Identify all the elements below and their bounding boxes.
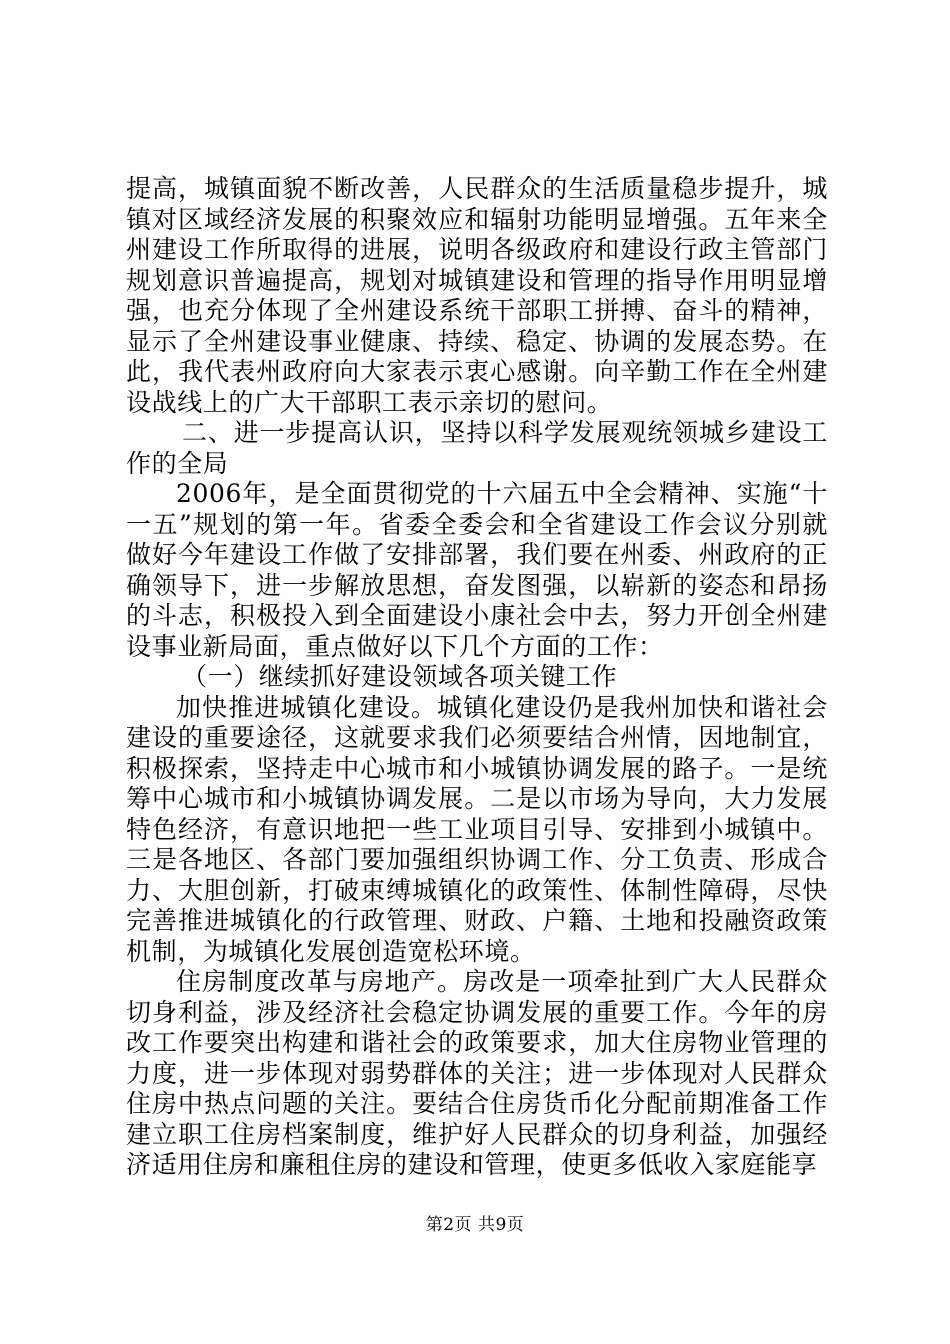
subsection-heading-1: （一）继续抓好建设领域各项关键工作 bbox=[182, 662, 618, 691]
section-heading-2: 二、进一步提高认识，坚持以科学发展观统领城乡建设工作的全局 bbox=[126, 418, 828, 478]
paragraph-urbanization: 加快推进城镇化建设。城镇化建设仍是我州加快和谐社会建设的重要途径，这就要求我们必须要结合州情，因地制宜，积极探索，坚持走中心城市和小城镇协调发展的路子。一是统筹中心城市和小城镇协调发展。二是以市场为导向，大力发展特色经济，有意识地把一些工业项目引导、安排到小城镇中。三是各地区、各部门要加强组织协调工作、分工负责、形成合力、大胆创新，打破束缚城镇化的政策性、体制性障碍，尽快完善推进城镇化的行政管理、财政、户籍、土地和投融资政策机制，为城镇化发展创造宽松环境。 bbox=[126, 692, 828, 966]
paragraph-housing-reform: 住房制度改革与房地产。房改是一项牵扯到广大人民群众切身利益，涉及经济社会稳定协调发展的重要工作。今年的房改工作要突出构建和谐社会的政策要求，加大住房物业管理的力度，进一步体现对弱势群体的关注；进一步体现对人民群众住房中热点问题的关注。要结合住房货币化分配前期准备工作建立职工住房档案制度，维护好人民群众的切身利益，加强经济适用住房和廉租住房的建设和管理，使更多低收入家庭能享 bbox=[126, 967, 828, 1179]
page-number-footer: 第2页 共9页 bbox=[425, 1215, 525, 1235]
paragraph-intro-continuation: 提高，城镇面貌不断改善，人民群众的生活质量稳步提升，城镇对区域经济发展的积聚效应和辐射功能明显增强。五年来全州建设工作所取得的进展，说明各级政府和建设行政主管部门规划意识普遍提高，规划对城镇建设和管理的指导作用明显增强，也充分体现了全州建设系统干部职工拼搏、奋斗的精神，显示了全州建设事业健康、持续、稳定、协调的发展态势。在此，我代表州政府向大家表示衷心感谢。向辛勤工作在全州建设战线上的广大干部职工表示亲切的慰问。 bbox=[126, 174, 828, 417]
document-body bbox=[126, 174, 828, 1181]
paragraph-2006-overview: 2006年，是全面贯彻党的十六届五中全会精神、实施“十一五”规划的第一年。省委全委会和全省建设工作会议分别就做好今年建设工作做了安排部署，我们要在州委、州政府的正确领导下，进一步解放思想，奋发图强，以崭新的姿态和昂扬的斗志，积极投入到全面建设小康社会中去，努力开创全州建设事业新局面，重点做好以下几个方面的工作： bbox=[126, 479, 828, 661]
